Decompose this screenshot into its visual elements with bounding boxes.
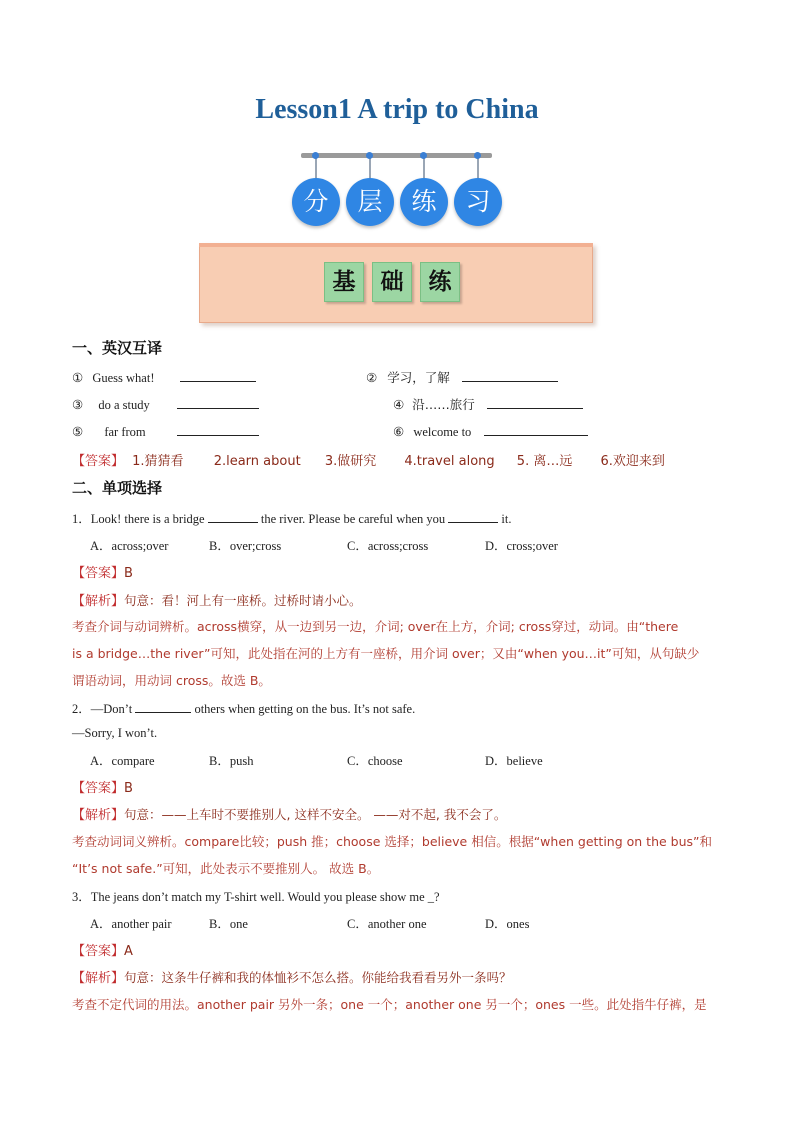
badge-string [369,156,371,178]
answer-value: 6.欢迎来到 [600,454,665,469]
answer-value: 1.猜猜看 [132,454,184,469]
badge-string [477,156,479,178]
option-c[interactable]: C．choose [347,754,403,768]
analysis-line [72,967,512,986]
answer-value: 3.做研究 [324,454,377,469]
question-stem: 3．The jeans don’t match my T-shirt well. Would you please show me _? [72,890,440,904]
analysis-line [72,590,362,609]
item-text: 学习，了解 [387,370,450,385]
answer-label: 【答案】 [72,454,125,469]
badge-string [423,156,425,178]
option-b[interactable]: B．over;cross [209,539,282,553]
item-text: Guess what! [92,371,155,385]
answer-label: 【答案】 [72,781,125,796]
answer-blank[interactable] [177,396,259,409]
translation-item [366,368,558,386]
page-title: Lesson1 A trip to China [255,94,539,125]
badge-knob [420,152,427,159]
item-number: ② [366,370,378,385]
option-a[interactable]: A．another pair [90,917,172,931]
answer-line [72,562,133,581]
answer-line [72,940,133,959]
analysis-text: 句意：这条牛仔裤和我的体恤衫不怎么搭。你能给我看看另外一条吗？ [124,970,512,985]
option-d[interactable]: D．believe [485,754,543,768]
translation-item [393,395,583,413]
answer-blank[interactable] [484,423,588,436]
answer-line [72,777,133,796]
option-c[interactable]: C．another one [347,917,427,931]
option-d[interactable]: D．cross;over [485,539,558,553]
item-text: do a study [98,398,150,412]
level-banner-stripe [199,243,593,247]
item-number: ① [72,371,84,385]
stem-part: 1．Look! there is a bridge [72,512,205,526]
answer-value: B [124,781,133,796]
item-number: ③ [72,398,84,412]
answer-label: 【答案】 [72,566,125,581]
answer-blank[interactable] [180,369,256,382]
answer-value: 2.learn about [213,454,301,469]
analysis-text: 句意：——上车时不要推别人, 这样不安全。 ——对不起, 我不会了。 [124,807,507,822]
analysis-text: 考查动词词义辨析。compare比较；push 推；choose 选择；believe 相信。根据“when getting on the bus”和 [72,834,713,849]
answer-blank[interactable] [208,510,258,523]
badge-string [315,156,317,178]
stem-part: the river. Please be careful when you [260,512,446,526]
analysis-text: 考查介词与动词辨析。across横穿，从一边到另一边，介词; over在上方，介词; cross穿过，动词。由“there [72,619,679,634]
option-d[interactable]: D．ones [485,917,530,931]
banner-tile: 基 [324,262,364,302]
item-text: far from [104,425,146,439]
badge-circle: 分 [292,178,340,226]
analysis-label: 【解析】 [72,808,125,823]
question-stem [72,509,512,527]
section1-answers [72,450,665,469]
section-heading: 一、英汉互译 [72,339,163,357]
option-c[interactable]: C．across;cross [347,539,429,553]
analysis-line [72,804,506,823]
analysis-text: “It’s not safe.”可知，此处表示不要推别人。 故选 B。 [72,861,380,876]
badge-knob [312,152,319,159]
answer-blank[interactable] [462,369,558,382]
question-reply: —Sorry, I won’t. [72,726,158,740]
analysis-text: is a bridge…the river”可知，此处指在河的上方有一座桥，用介词 over；又由“when you…it”可知，从句缺少 [72,646,700,661]
stem-part: 2．—Don’t [72,702,133,716]
banner-tile: 础 [372,262,412,302]
item-text: 沿……旅行 [412,397,475,412]
analysis-label: 【解析】 [72,971,125,986]
analysis-label: 【解析】 [72,594,125,609]
option-b[interactable]: B．push [209,754,254,768]
answer-blank[interactable] [177,423,259,436]
item-number: ⑤ [72,425,84,439]
badge-knob [366,152,373,159]
badge-circle: 层 [346,178,394,226]
badge-rail [301,153,492,158]
translation-item [72,423,259,440]
analysis-text: 考查不定代词的用法。another pair 另外一条；one 一个；another one 另一个；ones 一些。此处指牛仔裤，是 [72,997,707,1012]
badge-circle: 练 [400,178,448,226]
option-a[interactable]: A．across;over [90,539,169,553]
analysis-text: 谓语动词，用动词 cross。故选 B。 [72,673,271,688]
option-a[interactable]: A．compare [90,754,155,768]
analysis-text: 句意：看！河上有一座桥。过桥时请小心。 [124,593,362,608]
badge-circle: 习 [454,178,502,226]
answer-value: 5. 离…远 [516,454,573,469]
answer-value: 4.travel along [404,454,495,469]
stem-part: others when getting on the bus. It’s not safe. [194,702,416,716]
translation-item [72,396,259,413]
answer-value: A [124,944,133,959]
translation-item [72,369,256,386]
section-heading: 二、单项选择 [72,479,163,497]
option-b[interactable]: B．one [209,917,248,931]
answer-label: 【答案】 [72,944,125,959]
item-text: welcome to [413,425,472,439]
answer-blank[interactable] [487,396,583,409]
badge-knob [474,152,481,159]
translation-item [393,423,588,440]
answer-blank[interactable] [448,510,498,523]
item-number: ④ [393,397,405,412]
answer-blank[interactable] [135,700,191,713]
stem-part: it. [501,512,512,526]
answer-value: B [124,566,133,581]
question-stem [72,699,415,717]
banner-tile: 练 [420,262,460,302]
item-number: ⑥ [393,425,405,439]
